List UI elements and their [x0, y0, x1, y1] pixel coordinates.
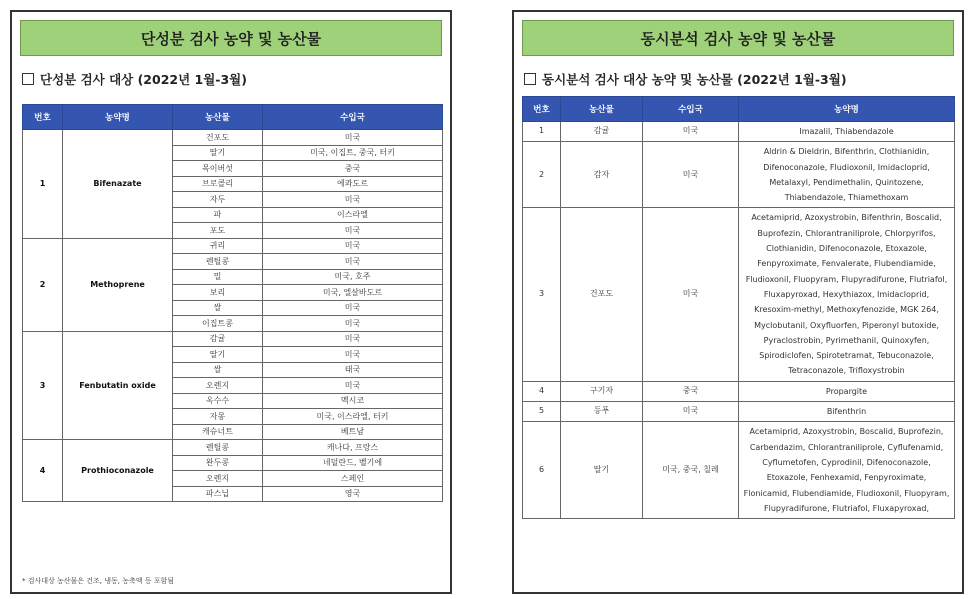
country-cell: 미국: [263, 130, 443, 146]
pesticide-name: Fenbutatin oxide: [63, 331, 173, 440]
col-header-country: 수입국: [643, 97, 739, 122]
simultaneous-analysis-table: [522, 96, 955, 519]
checkbox-square-icon: [524, 73, 536, 85]
row-number: 4: [23, 440, 63, 502]
country-cell: 미국: [643, 122, 739, 142]
crop-cell: 렌틸콩: [173, 440, 263, 456]
country-cell: 중국: [263, 161, 443, 177]
crop-cell: 이집트콩: [173, 316, 263, 332]
crop-cell: 오렌지: [173, 378, 263, 394]
country-cell: 미국: [263, 316, 443, 332]
country-cell: 미국: [263, 238, 443, 254]
left-panel: [10, 10, 452, 594]
col-header-no: 번호: [23, 105, 63, 130]
col-header-pesticide: 농약명: [63, 105, 173, 130]
col-header-crop: 농산물: [173, 105, 263, 130]
country-cell: 미국, 중국, 칠레: [643, 422, 739, 519]
pesticide-name: Bifenazate: [63, 130, 173, 239]
crop-cell: 딸기: [173, 347, 263, 363]
table-row: [523, 122, 955, 142]
col-header-crop: 농산물: [561, 97, 643, 122]
country-cell: 멕시코: [263, 393, 443, 409]
crop-cell: 렌틸콩: [173, 254, 263, 270]
checkbox-square-icon: [22, 73, 34, 85]
row-number: 6: [523, 422, 561, 519]
right-panel: [512, 10, 964, 594]
crop-cell: 포도: [173, 223, 263, 239]
table-row: [23, 331, 443, 347]
crop-cell: 건포도: [173, 130, 263, 146]
crop-cell: 자두: [173, 192, 263, 208]
left-banner-title: 단성분 검사 농약 및 농산물: [20, 20, 442, 56]
table-row: [523, 402, 955, 422]
right-subtitle: [524, 70, 847, 88]
pesticide-list-cell: Acetamiprid, Azoxystrobin, Boscalid, Buprofezin, Carbendazim, Chlorantraniliprole, Cyflufenamid, Cyflumetofen, Cyprodinil, Difenoconazole, Etoxazole, Fenhexamid, Fenpyroximate, Flonicamid, Flubendiamide, Fludioxonil, Fluopyram, Flupyradifurone, Flutriafol, Fluxapyroxad,: [739, 422, 955, 519]
crop-cell: 캐슈너트: [173, 424, 263, 440]
country-cell: 이스라엘: [263, 207, 443, 223]
row-number: 3: [23, 331, 63, 440]
country-cell: 미국: [263, 300, 443, 316]
row-number: 2: [23, 238, 63, 331]
pesticide-list-cell: Propargite: [739, 381, 955, 401]
col-header-pesticides: 농약명: [739, 97, 955, 122]
pesticide-list-cell: Imazalil, Thiabendazole: [739, 122, 955, 142]
pesticide-list-cell: Bifenthrin: [739, 402, 955, 422]
table-row: [23, 130, 443, 146]
col-header-no: 번호: [523, 97, 561, 122]
crop-cell: 옥수수: [173, 393, 263, 409]
crop-cell: 오렌지: [173, 471, 263, 487]
left-subtitle-text: 단성분 검사 대상 (2022년 1월-3월): [40, 72, 247, 87]
col-header-country: 수입국: [263, 105, 443, 130]
table-row: [523, 142, 955, 208]
crop-cell: 등푸: [561, 402, 643, 422]
country-cell: 미국, 엘살바도르: [263, 285, 443, 301]
country-cell: 캐나다, 프랑스: [263, 440, 443, 456]
country-cell: 미국: [263, 347, 443, 363]
crop-cell: 귀리: [173, 238, 263, 254]
country-cell: 네덜란드, 벨기에: [263, 455, 443, 471]
crop-cell: 쌀: [173, 362, 263, 378]
crop-cell: 보리: [173, 285, 263, 301]
crop-cell: 감귤: [561, 122, 643, 142]
country-cell: 미국: [643, 208, 739, 381]
pesticide-list-cell: Acetamiprid, Azoxystrobin, Bifenthrin, Boscalid, Buprofezin, Chlorantraniliprole, Chlorpyrifos, Clothianidin, Difenoconazole, Etoxazole, Fenpyroximate, Fenvalerate, Flubendiamide, Fludioxonil, Fluopyram, Flupyradifurone, Flutriafol, Fluxapyroxad, Hexythiazox, Imidacloprid, Kresoxim-methyl, Methoxyfenozide, MGK 264, Myclobutanil, Oxyfluorfen, Piperonyl butoxide, Pyraclostrobin, Pyrimethanil, Quinoxyfen, Spirodiclofen, Spirotetramat, Tebuconazole, Tetraconazole, Trifloxystrobin: [739, 208, 955, 381]
country-cell: 태국: [263, 362, 443, 378]
pesticide-name: Prothioconazole: [63, 440, 173, 502]
country-cell: 스페인: [263, 471, 443, 487]
table-row: [523, 381, 955, 401]
single-analysis-table: [22, 104, 443, 502]
country-cell: 중국: [643, 381, 739, 401]
crop-cell: 파: [173, 207, 263, 223]
right-subtitle-text: 동시분석 검사 대상 농약 및 농산물 (2022년 1월-3월): [542, 72, 847, 87]
crop-cell: 파스닙: [173, 486, 263, 502]
pesticide-list-cell: Aldrin & Dieldrin, Bifenthrin, Clothianidin, Difenoconazole, Fludioxonil, Imidacloprid, Metalaxyl, Pendimethalin, Quintozene, Thiabendazole, Thiamethoxam: [739, 142, 955, 208]
country-cell: 미국: [263, 331, 443, 347]
table-row: [523, 422, 955, 519]
country-cell: 미국: [263, 254, 443, 270]
crop-cell: 자몽: [173, 409, 263, 425]
right-banner-title: 동시분석 검사 농약 및 농산물: [522, 20, 954, 56]
table-row: [23, 440, 443, 456]
table-row: [523, 208, 955, 381]
row-number: 1: [23, 130, 63, 239]
crop-cell: 딸기: [561, 422, 643, 519]
left-subtitle: [22, 70, 247, 88]
row-number: 1: [523, 122, 561, 142]
crop-cell: 밀: [173, 269, 263, 285]
left-footnote: * 검사대상 농산물은 건조, 냉동, 농축액 등 포함됨: [22, 577, 175, 585]
row-number: 5: [523, 402, 561, 422]
row-number: 3: [523, 208, 561, 381]
crop-cell: 구기자: [561, 381, 643, 401]
row-number: 4: [523, 381, 561, 401]
crop-cell: 감귤: [173, 331, 263, 347]
table-row: [23, 238, 443, 254]
country-cell: 영국: [263, 486, 443, 502]
pesticide-name: Methoprene: [63, 238, 173, 331]
crop-cell: 완두콩: [173, 455, 263, 471]
crop-cell: 목이버섯: [173, 161, 263, 177]
country-cell: 미국, 호주: [263, 269, 443, 285]
crop-cell: 쌀: [173, 300, 263, 316]
country-cell: 베트남: [263, 424, 443, 440]
row-number: 2: [523, 142, 561, 208]
country-cell: 미국, 이집트, 중국, 터키: [263, 145, 443, 161]
crop-cell: 감자: [561, 142, 643, 208]
country-cell: 에콰도르: [263, 176, 443, 192]
country-cell: 미국, 이스라엘, 터키: [263, 409, 443, 425]
crop-cell: 건포도: [561, 208, 643, 381]
country-cell: 미국: [263, 223, 443, 239]
crop-cell: 딸기: [173, 145, 263, 161]
crop-cell: 브로콜리: [173, 176, 263, 192]
country-cell: 미국: [643, 402, 739, 422]
country-cell: 미국: [263, 378, 443, 394]
country-cell: 미국: [263, 192, 443, 208]
country-cell: 미국: [643, 142, 739, 208]
